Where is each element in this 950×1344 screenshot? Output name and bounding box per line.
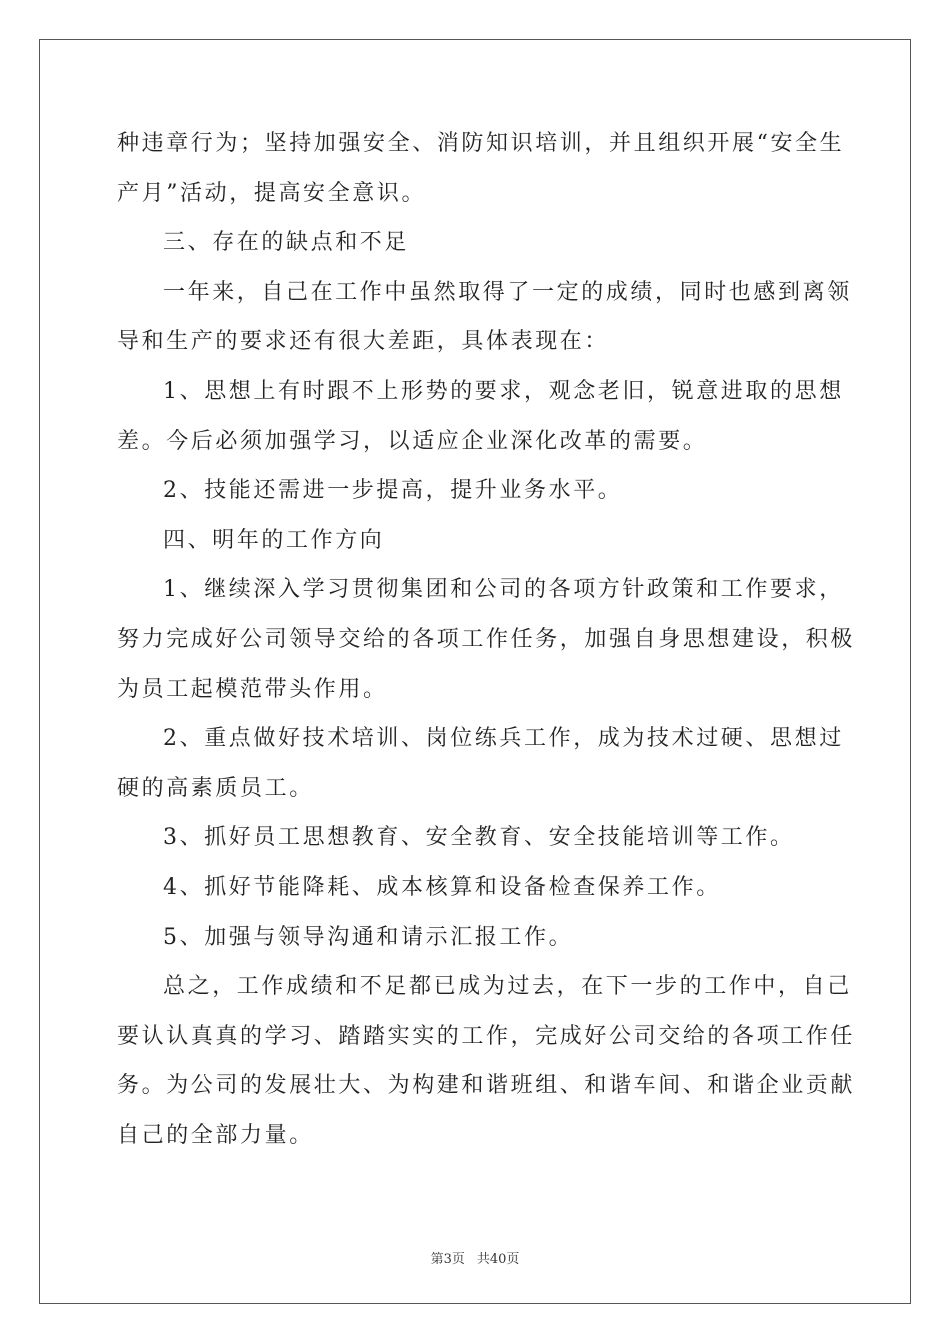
paragraph-line: 差。今后必须加强学习，以适应企业深化改革的需要。: [117, 428, 708, 454]
paragraph-line: 1、继续深入学习贯彻集团和公司的各项方针政策和工作要求，: [163, 577, 844, 603]
paragraph-line: 努力完成好公司领导交给的各项工作任务，加强自身思想建设，积极: [117, 627, 856, 652]
paragraph-line: 总之，工作成绩和不足都已成为过去，在下一步的工作中，自己: [163, 974, 852, 1000]
paragraph-line: 一年来，自己在工作中虽然取得了一定的成绩，同时也感到离领: [163, 279, 852, 305]
paragraph-line: 四、明年的工作方向: [163, 527, 385, 553]
page-total: 共40页: [476, 1252, 520, 1267]
paragraph-line: 硬的高素质员工。: [117, 775, 314, 801]
paragraph-line: 3、抓好员工思想教育、安全教育、安全技能培训等工作。: [163, 825, 795, 851]
paragraph-line: 三、存在的缺点和不足: [163, 230, 410, 256]
paragraph-line: 务。为公司的发展壮大、为构建和谐班组、和谐车间、和谐企业贡献: [117, 1073, 856, 1099]
paragraph-line: 5、加强与领导沟通和请示汇报工作。: [163, 924, 574, 950]
paragraph-line: 自己的全部力量。: [117, 1123, 314, 1148]
page-number: 第3页: [430, 1252, 465, 1267]
paragraph-line: 产月”活动，提高安全意识。: [117, 180, 427, 206]
paragraph-line: 2、重点做好技术培训、岗位练兵工作，成为技术过硬、思想过: [163, 726, 844, 752]
paragraph-line: 4、抓好节能降耗、成本核算和设备检查保养工作。: [163, 875, 721, 900]
page-footer: [0, 1248, 950, 1267]
paragraph-line: 2、技能还需进一步提高，提升业务水平。: [163, 478, 623, 504]
paragraph-line: 为员工起模范带头作用。: [117, 676, 388, 702]
paragraph-line: 导和生产的要求还有很大差距，具体表现在：: [117, 329, 610, 355]
paragraph-line: 要认认真真的学习、踏踏实实的工作，完成好公司交给的各项工作任: [117, 1023, 856, 1049]
paragraph-line: 种违章行为；坚持加强安全、消防知识培训，并且组织开展“安全生: [117, 131, 845, 156]
paragraph-line: 1、思想上有时跟不上形势的要求，观念老旧，锐意进取的思想: [163, 379, 844, 404]
